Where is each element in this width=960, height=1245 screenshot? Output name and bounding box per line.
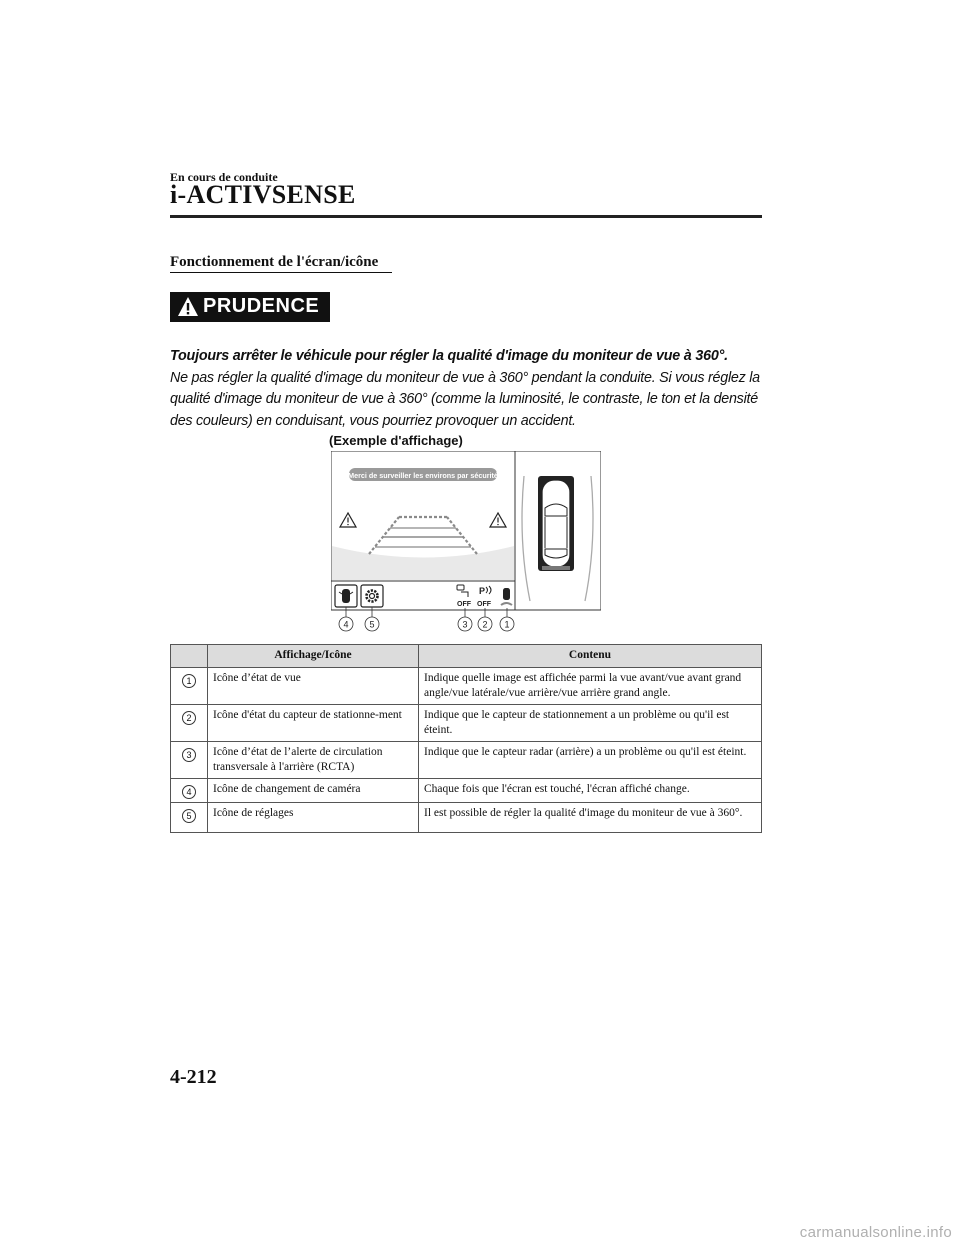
svg-text:P: P: [479, 586, 486, 596]
svg-text:1: 1: [504, 619, 510, 630]
row-item: Icône d'état du capteur de stationne-ment: [208, 705, 419, 742]
row-number: [171, 705, 208, 742]
row-number-circle: 3: [182, 748, 196, 762]
row-content: Indique quelle image est affichée parmi la vue avant/vue avant grand angle/vue latérale/vue arrière/vue arrière grand angle.: [419, 668, 762, 705]
page-title: i-ACTIVSENSE: [170, 180, 356, 209]
header-display-icon: Affichage/Icône: [208, 645, 419, 668]
row-number-circle: 5: [182, 809, 196, 823]
settings-icon[interactable]: [361, 585, 383, 607]
camera-switch-icon[interactable]: [335, 585, 357, 607]
section-label: En cours de conduite: [170, 170, 278, 184]
header-content: Contenu: [419, 645, 762, 668]
row-content: Indique que le capteur de stationnement a un problème ou qu'il est éteint.: [419, 705, 762, 742]
svg-text:3: 3: [462, 619, 468, 630]
banner-text: Merci de surveiller les environs par sécurité: [348, 471, 498, 480]
row-item: Icône de changement de caméra: [208, 779, 419, 803]
row-item: Icône d’état de vue: [208, 668, 419, 705]
table-header-row: [171, 645, 762, 668]
svg-text:4: 4: [343, 619, 349, 630]
display-example-figure: [331, 451, 601, 633]
rear-marker: [542, 566, 570, 570]
row-number: [171, 779, 208, 803]
table-row: [171, 705, 762, 742]
row-number: [171, 803, 208, 833]
callout-1: [500, 617, 514, 631]
car-top-view: [538, 476, 574, 571]
row-number-circle: 2: [182, 711, 196, 725]
row-item: Icône de réglages: [208, 803, 419, 833]
table-row: [171, 742, 762, 779]
row-content: Indique que le capteur radar (arrière) a un problème ou qu'il est éteint.: [419, 742, 762, 779]
header-number: [171, 645, 208, 668]
rcta-off-label: OFF: [457, 601, 471, 608]
table-row: [171, 668, 762, 705]
row-number: [171, 668, 208, 705]
table-row: [171, 803, 762, 833]
figure-caption: (Exemple d'affichage): [329, 433, 463, 448]
caution-badge: [170, 292, 330, 322]
table-row: [171, 779, 762, 803]
caution-body: [170, 346, 762, 432]
row-content: Il est possible de régler la qualité d'image du moniteur de vue à 360°.: [419, 803, 762, 833]
row-content: Chaque fois que l'écran est touché, l'écran affiché change.: [419, 779, 762, 803]
warning-icon: [177, 296, 199, 318]
row-number-circle: 4: [182, 785, 196, 799]
caution-label: PRUDENCE: [203, 295, 320, 317]
watermark: carmanualsonline.info: [799, 1224, 952, 1241]
subheading-underline: [170, 272, 392, 273]
row-number: [171, 742, 208, 779]
svg-text:2: 2: [482, 619, 488, 630]
subheading: Fonctionnement de l'écran/icône: [170, 254, 379, 270]
callout-3: [458, 617, 472, 631]
row-number-circle: 1: [182, 674, 196, 688]
page-number: 4-212: [170, 1066, 217, 1088]
callout-4: [339, 617, 353, 631]
caution-text: Ne pas régler la qualité d'image du moniteur de vue à 360° pendant la conduite. Si vous réglez la qualité d'image du moniteur de vue à 360° (comme la luminosité, le contraste, le ton et la densité des couleurs) en conduisant, vous pourriez provoquer un accident.: [170, 369, 760, 429]
callout-5: [365, 617, 379, 631]
caution-bold-line: Toujours arrêter le véhicule pour régler la qualité d'image du moniteur de vue à 360°.: [170, 348, 728, 364]
callout-2: [478, 617, 492, 631]
parking-off-label: OFF: [477, 601, 491, 608]
row-item: Icône d’état de l’alerte de circulation transversale à l'arrière (RCTA): [208, 742, 419, 779]
title-divider: [170, 215, 762, 218]
svg-text:5: 5: [369, 619, 375, 630]
info-table: [170, 644, 762, 833]
